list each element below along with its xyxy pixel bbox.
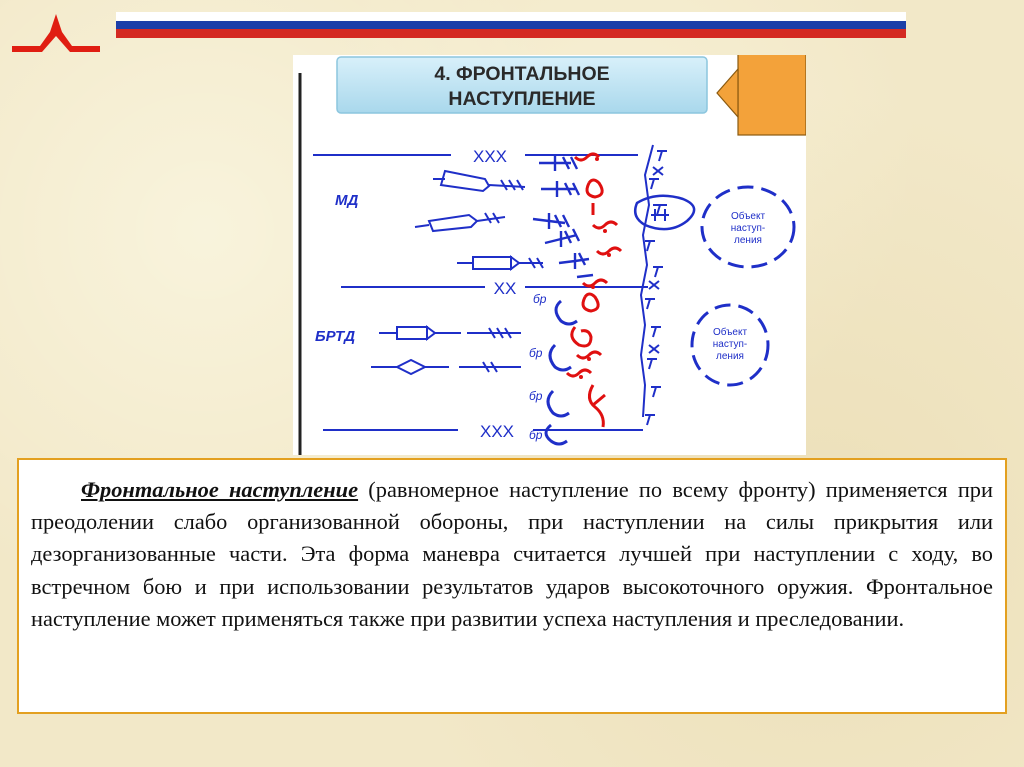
- objective-2-line2: наступ-: [712, 339, 748, 350]
- enemy-strongpoint: [635, 196, 694, 229]
- slide-title-line1: 4. ФРОНТАЛЬНОЕ: [434, 63, 610, 85]
- frontal-offensive-diagram: [293, 55, 806, 455]
- caption-box: [17, 458, 1007, 714]
- defense-line: [641, 145, 667, 425]
- boundary-mark-middle: XX: [493, 279, 517, 298]
- objective-1-line3: ления: [734, 235, 762, 246]
- brigade-label-4: бр: [529, 428, 543, 442]
- slide-title-line2: НАСТУПЛЕНИЕ: [448, 88, 596, 110]
- objective-2: [692, 305, 768, 385]
- brigade-label-2: бр: [529, 346, 543, 360]
- unit-label-brtd: БРТД: [315, 328, 356, 345]
- logo-icon: [10, 12, 102, 54]
- enemy-positions: [567, 154, 621, 427]
- caption-text: [31, 474, 993, 635]
- boundary-mark-bottom: XXX: [479, 422, 515, 441]
- brigade-brackets: [546, 301, 577, 444]
- boundary-mark-top: XXX: [472, 147, 508, 166]
- caption-lead: Фронтальное наступление: [81, 477, 359, 502]
- objective-1-line2: наступ-: [730, 223, 766, 234]
- caption-body: (равномерное наступление по всему фронту) применяется при преодолении слабо организованной обороны, при наступлении на силы прикрытия или дезорганизованные части. Эта форма маневра считается лучшей при наступлении с ходу, во встречном бою и при использовании результатов ударов высокоточного оружия. Фронтальное наступление может применяться также при развитии успеха наступления и преследовании.: [31, 477, 993, 631]
- left-arrow-icon[interactable]: [717, 55, 806, 135]
- objective-2-line3: ления: [716, 351, 744, 362]
- russian-flag-stripe: [116, 12, 906, 38]
- objective-2-line1: Объект: [712, 327, 748, 338]
- objective-1: [702, 187, 794, 267]
- march-columns: [371, 171, 543, 374]
- unit-label-md: МД: [335, 192, 359, 209]
- friendly-attack-arrows: [533, 155, 593, 277]
- objective-1-line1: Объект: [730, 211, 766, 222]
- brigade-label-3: бр: [529, 389, 543, 403]
- slide-title: [337, 57, 707, 113]
- brigade-label-1: бр: [533, 292, 547, 306]
